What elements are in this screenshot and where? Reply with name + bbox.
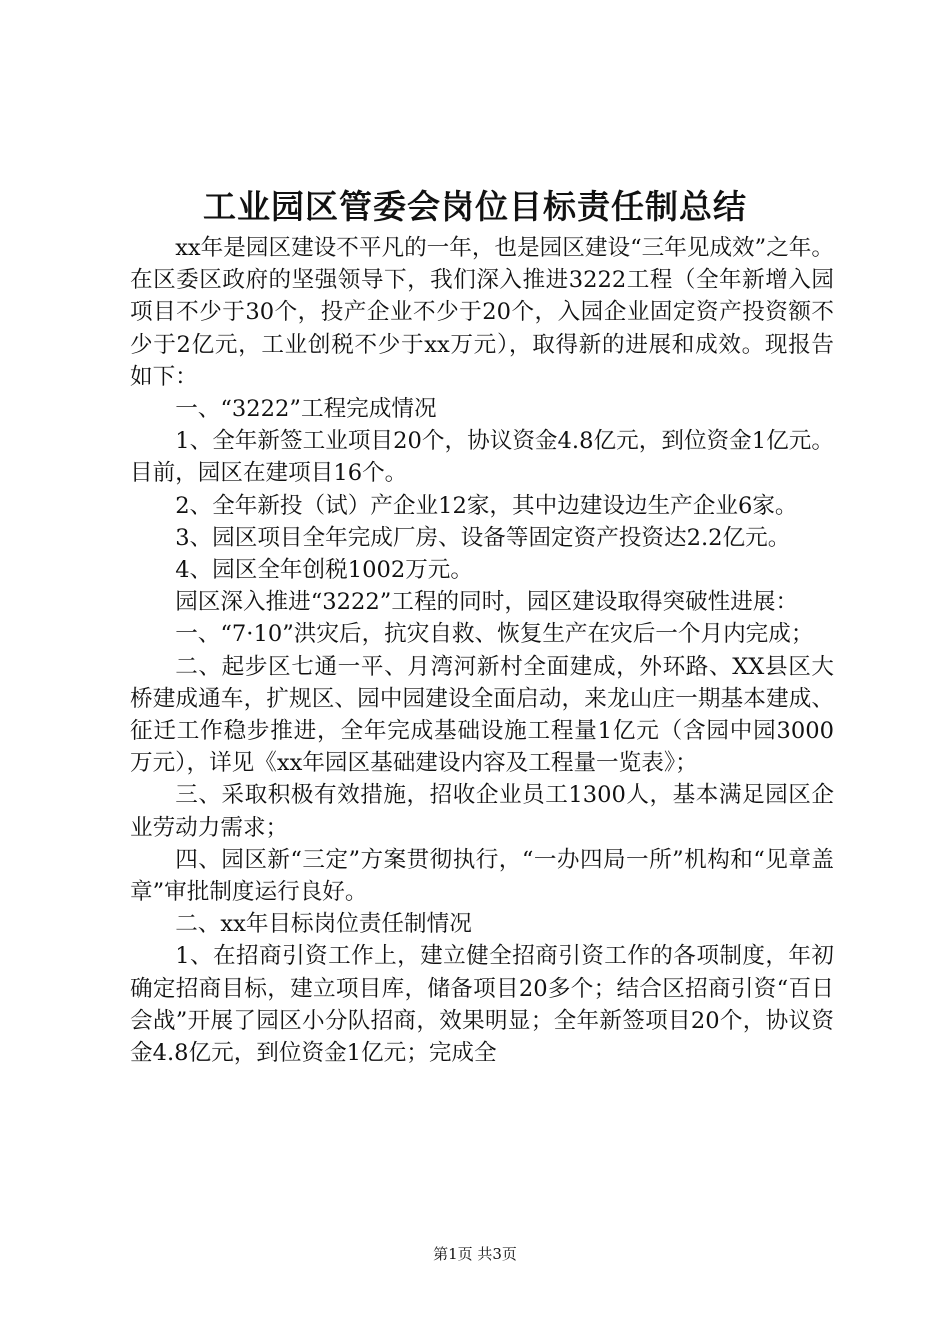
- paragraph: 3、园区项目全年完成厂房、设备等固定资产投资达2.2亿元。: [175, 524, 791, 551]
- page-footer: 第1页 共3页: [433, 1245, 517, 1263]
- paragraph: 一、“7·10”洪灾后，抗灾自救、恢复生产在灾后一个月内完成；: [175, 621, 814, 648]
- paragraph: 二、起步区七通一平、月湾河新村全面建成，外环路、XX县区大桥建成通车，扩规区、园中园建设全面启动，来龙山庄一期基本建成、征迁工作稳步推进，全年完成基础设施工程量1亿元（含园中园3000万元），详见《xx年园区基础建设内容及工程量一览表》；: [130, 653, 834, 777]
- paragraph: 1、在招商引资工作上，建立健全招商引资工作的各项制度，年初确定招商目标，建立项目库，储备项目20多个；结合区招商引资“百日会战”开展了园区小分队招商，效果明显；全年新签项目20个，协议资金4.8亿元，到位资金1亿元；完成全: [130, 943, 834, 1067]
- paragraph: 4、园区全年创税1002万元。: [175, 557, 473, 584]
- paragraph: 三、采取积极有效措施，招收企业员工1300人，基本满足园区企业劳动力需求；: [130, 782, 834, 841]
- section-heading: 一、“3222”工程完成情况: [175, 396, 437, 423]
- paragraph: xx年是园区建设不平凡的一年，也是园区建设“三年见成效”之年。在区委区政府的坚强领导下，我们深入推进3222工程（全年新增入园项目不少于30个，投产企业不少于20个，入园企业固定资产投资额不少于2亿元，工业创税不少于xx万元），取得新的进展和成效。现报告如下：: [130, 235, 834, 390]
- paragraph: 四、园区新“三定”方案贯彻执行，“一办四局一所”机构和“见章盖章”审批制度运行良好。: [130, 846, 834, 906]
- document-body: [130, 232, 834, 1069]
- section-heading: 二、xx年目标岗位责任制情况: [175, 911, 472, 938]
- document-title: 工业园区管委会岗位目标责任制总结: [203, 187, 747, 226]
- paragraph: 1、全年新签工业项目20个，协议资金4.8亿元，到位资金1亿元。目前，园区在建项目16个。: [130, 428, 834, 487]
- paragraph: 2、全年新投（试）产企业12家，其中边建设边生产企业6家。: [175, 492, 798, 519]
- paragraph: 园区深入推进“3222”工程的同时，园区建设取得突破性进展：: [175, 589, 799, 616]
